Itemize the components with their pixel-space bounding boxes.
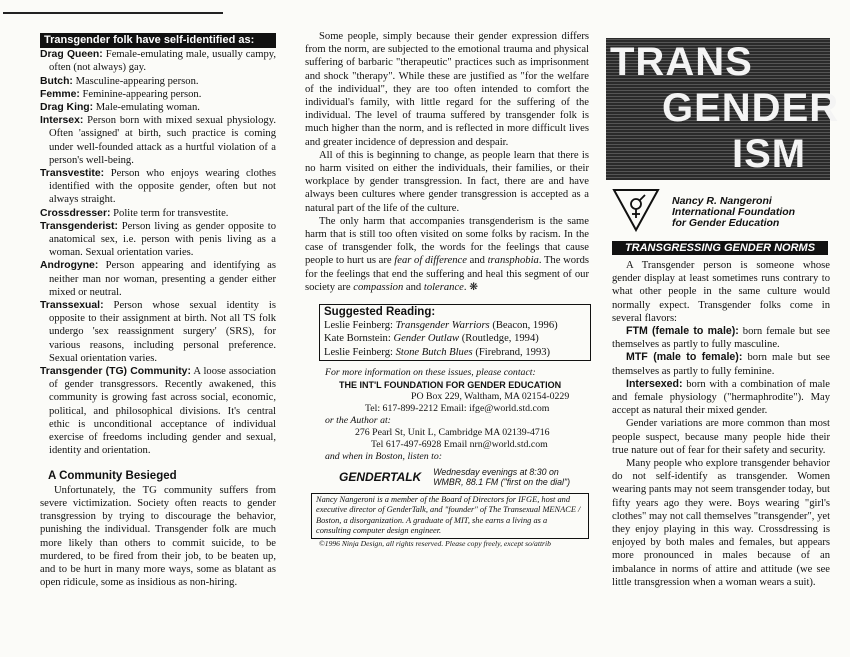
term-label: Transsexual: bbox=[40, 300, 104, 312]
reading-title: Stone Butch Blues bbox=[395, 346, 473, 358]
variations-paragraph: Gender variations are more common than most people suspect, because many people hide their true nature out of fear for their safety and security. bbox=[612, 418, 830, 456]
author-name: Nancy R. Nangeroni bbox=[672, 195, 772, 207]
reading-pub: (Routledge, 1994) bbox=[459, 333, 539, 345]
terms-list bbox=[40, 48, 276, 457]
column-middle bbox=[305, 30, 589, 548]
radio-info: Wednesday evenings at 8:30 on WMBR, 88.1 FM ("first on the dial") bbox=[433, 466, 570, 487]
reading-item bbox=[324, 319, 586, 332]
copyright-line: ©1996 Ninja Design, all rights reserved. Please copy freely, except so/attrib bbox=[319, 538, 551, 548]
gendertalk-logo: GENDERTALK bbox=[339, 469, 422, 484]
column-left bbox=[40, 0, 276, 589]
term-definition: A loose association of gender transgressors. Recently awakened, this community is growing fast across social, economic, political, and philosophical divisions. It's central ethic is unconditional acceptance of individual exercise of freedoms including gender and sexual, identity and orientation. bbox=[49, 366, 276, 457]
transgender-symbol-icon bbox=[612, 188, 660, 232]
compassion-phrase: compassion bbox=[353, 281, 404, 293]
author-contact: Tel 617-497-6928 Email nrn@world.std.com bbox=[371, 438, 548, 450]
fear-phrase: fear of difference bbox=[394, 255, 467, 267]
term-label: Transvestite: bbox=[40, 168, 105, 180]
paragraph-change: All of this is beginning to change, as people learn that there is no harm visited on either the individuals, their families, or their workplace by gender transgression. In fact, there are and have always been cultures where gender transgression is accepted as a natural part of the life of the culture. bbox=[305, 149, 589, 214]
term-label: Femme: bbox=[40, 88, 80, 100]
term-entry bbox=[40, 75, 276, 88]
author-bio-box: Nancy Nangeroni is a member of the Board of Directors for IFGE, host and executive director of GenderTalk, and "founder" of The Transexual MENACE / Boston, a disorganization. A graduate of MIT, she earns a living as a consulting computer design engineer. bbox=[311, 493, 589, 539]
gendertalk-row bbox=[325, 467, 589, 487]
contact-block bbox=[325, 367, 589, 487]
term-label: Drag Queen: bbox=[40, 49, 103, 61]
org-contact: Tel: 617-899-2212 Email: ifge@world.std.com bbox=[365, 402, 550, 414]
or-author: or the Author at: bbox=[325, 414, 391, 426]
term-label: Crossdresser: bbox=[40, 207, 111, 219]
term-definition: Person living as gender opposite to anatomical sex, i.e. person with penis living as a woman. Sexual orientation varies. bbox=[49, 220, 276, 259]
author-org-1: International Foundation bbox=[672, 206, 796, 218]
ftm-entry: FTM (female to male): born female but see themselves as partly to fully masculine. bbox=[612, 325, 830, 351]
term-label: Butch: bbox=[40, 75, 73, 87]
tolerance-phrase: tolerance bbox=[423, 281, 464, 293]
explore-paragraph: Many people who explore transgender behavior do not self-identify as transgender. Women wearing pants may not seem transgender today, but fifty years ago they were. Boys wearing "girl's clothes" may not call themselves "transgender", yet they enjoy playing in this way. Crossdressing is enjoyed by both males and females, but appears more pronounced in males because of an imbalance in norms of attire and attitude (we see little transgression when a woman wears a suit). bbox=[612, 458, 831, 588]
mtf-entry: MTF (male to female): born male but see themselves as partly to fully feminine. bbox=[612, 351, 830, 377]
author-org-2: for Gender Education bbox=[672, 217, 780, 229]
term-definition: Person born with mixed sexual physiology. Often 'assigned' at birth, such practice is coming under well-founded attack as a hurtful violation of a person's well-being. bbox=[49, 115, 276, 166]
title-line-3: ISM bbox=[732, 132, 807, 176]
term-label: Transgenderist: bbox=[40, 220, 118, 232]
term-entry bbox=[40, 220, 276, 260]
contact-intro: For more information on these issues, please contact: bbox=[325, 366, 536, 378]
reading-list bbox=[324, 319, 586, 359]
intersexed-entry: Intersexed: born with a combination of male and female physiology ("hermaphrodite"). May accept as natural their mixed gender. bbox=[612, 377, 830, 417]
boston-note: and when in Boston, listen to: bbox=[325, 450, 443, 462]
term-label: Drag King: bbox=[40, 102, 94, 114]
reading-author: Leslie Feinberg: bbox=[324, 346, 396, 358]
author-address: 276 Pearl St, Unit L, Cambridge MA 02139-4716 bbox=[355, 426, 550, 438]
term-entry bbox=[40, 167, 276, 207]
org-address: PO Box 229, Waltham, MA 02154-0229 bbox=[411, 390, 570, 402]
reading-title: Gender Outlaw bbox=[393, 333, 460, 345]
org-name: THE INT'L FOUNDATION FOR GENDER EDUCATION bbox=[339, 379, 562, 390]
title-banner bbox=[606, 38, 840, 180]
term-label: Intersex: bbox=[40, 115, 84, 127]
reading-author: Leslie Feinberg: bbox=[324, 320, 396, 332]
term-label: Transgender (TG) Community: bbox=[40, 366, 191, 378]
term-entry bbox=[40, 88, 276, 101]
reading-title: Transgender Warriors bbox=[395, 320, 490, 332]
reading-author: Kate Bornstein: bbox=[324, 333, 394, 345]
suggested-reading-box bbox=[319, 304, 591, 361]
term-definition: Male-emulating woman. bbox=[95, 102, 200, 114]
paragraph-harm: The only harm that accompanies transgenderism is the same harm that is still too often visited on some folks by racism. In the case of transgender folk, the words for the feelings that cause people to hurt us are fear of difference and transphobia. The words for the feelings that end the suffering and heal this segment of our society are compassion and tolerance. ❋ bbox=[305, 215, 589, 293]
reading-pub: (Beacon, 1996) bbox=[489, 320, 558, 332]
term-entry bbox=[40, 259, 276, 299]
term-entry bbox=[40, 299, 276, 365]
term-definition: Feminine-appearing person. bbox=[82, 88, 202, 100]
term-entry bbox=[40, 48, 276, 74]
author-block bbox=[672, 196, 795, 229]
term-definition: Person whose sexual identity is opposite to their assignment at birth. Not all TS folk undergo 'sex reassignment surgery' (SRS), for various reasons, including personal preference. Sexual orientation varies. bbox=[49, 300, 276, 364]
title-line-1: TRANS bbox=[610, 40, 753, 84]
term-definition: Masculine-appearing person. bbox=[75, 75, 199, 87]
intro-paragraph: A Transgender person is someone whose gender display at least sometimes runs contrary to what other people in the same culture would normally expect. Transgender folks come in several flavors: bbox=[612, 260, 830, 324]
term-definition: Person appearing and identifying as neither man nor woman, presenting a gender either mixed or neutral. bbox=[49, 260, 276, 298]
column-right-text bbox=[612, 259, 830, 589]
term-entry bbox=[40, 101, 276, 114]
terms-heading: Transgender folk have self-identified as: bbox=[40, 33, 276, 48]
term-entry bbox=[40, 114, 276, 167]
reading-heading: Suggested Reading: bbox=[324, 306, 436, 319]
term-label: Androgyne: bbox=[40, 260, 99, 272]
paragraph-trauma: Some people, simply because their gender expression differs from the norm, are subjected to the emotional trauma and physical suffering of barbaric "therapeutic" practices such as imprisonment and shock "therapy". While these are justified as "for the welfare of the individual", they are too often intended to comfort the individual's family, with little regard for the suffering of the individual. The level of trauma suffered by transgender folk is much higher than the norm, and is reflected in more difficult lives and greater incidence of depression and despair. bbox=[305, 31, 589, 148]
term-definition: Person who enjoys wearing clothes identified with the opposite gender, often but not always straight. bbox=[49, 168, 276, 206]
term-entry bbox=[40, 207, 276, 220]
besieged-paragraph: Unfortunately, the TG community suffers from severe victimization. Society often reacts to gender transgression by trying to discourage the behavior, punishing the individual. Transgender folk are much more likely than others to commit suicide, to be murdered, to be fired from their job, to be beaten up, and to be hurt in many more ways, some as blatant as open ridicule, some as insidious as non-hiring. bbox=[40, 484, 276, 589]
title-line-2: GENDER bbox=[662, 86, 840, 130]
term-entry bbox=[40, 365, 276, 457]
end-mark-icon: ❋ bbox=[469, 281, 479, 293]
norms-heading: TRANSGRESSING GENDER NORMS bbox=[612, 241, 828, 255]
besieged-heading: A Community Besieged bbox=[48, 469, 177, 482]
term-definition: Polite term for transvestite. bbox=[113, 207, 229, 219]
reading-item bbox=[324, 332, 586, 345]
transphobia-phrase: transphobia bbox=[487, 255, 539, 267]
reading-pub: (Firebrand, 1993) bbox=[472, 346, 551, 358]
term-definition: Female-emulating male, usually campy, often (not always) gay. bbox=[49, 49, 277, 74]
reading-item bbox=[324, 346, 586, 359]
